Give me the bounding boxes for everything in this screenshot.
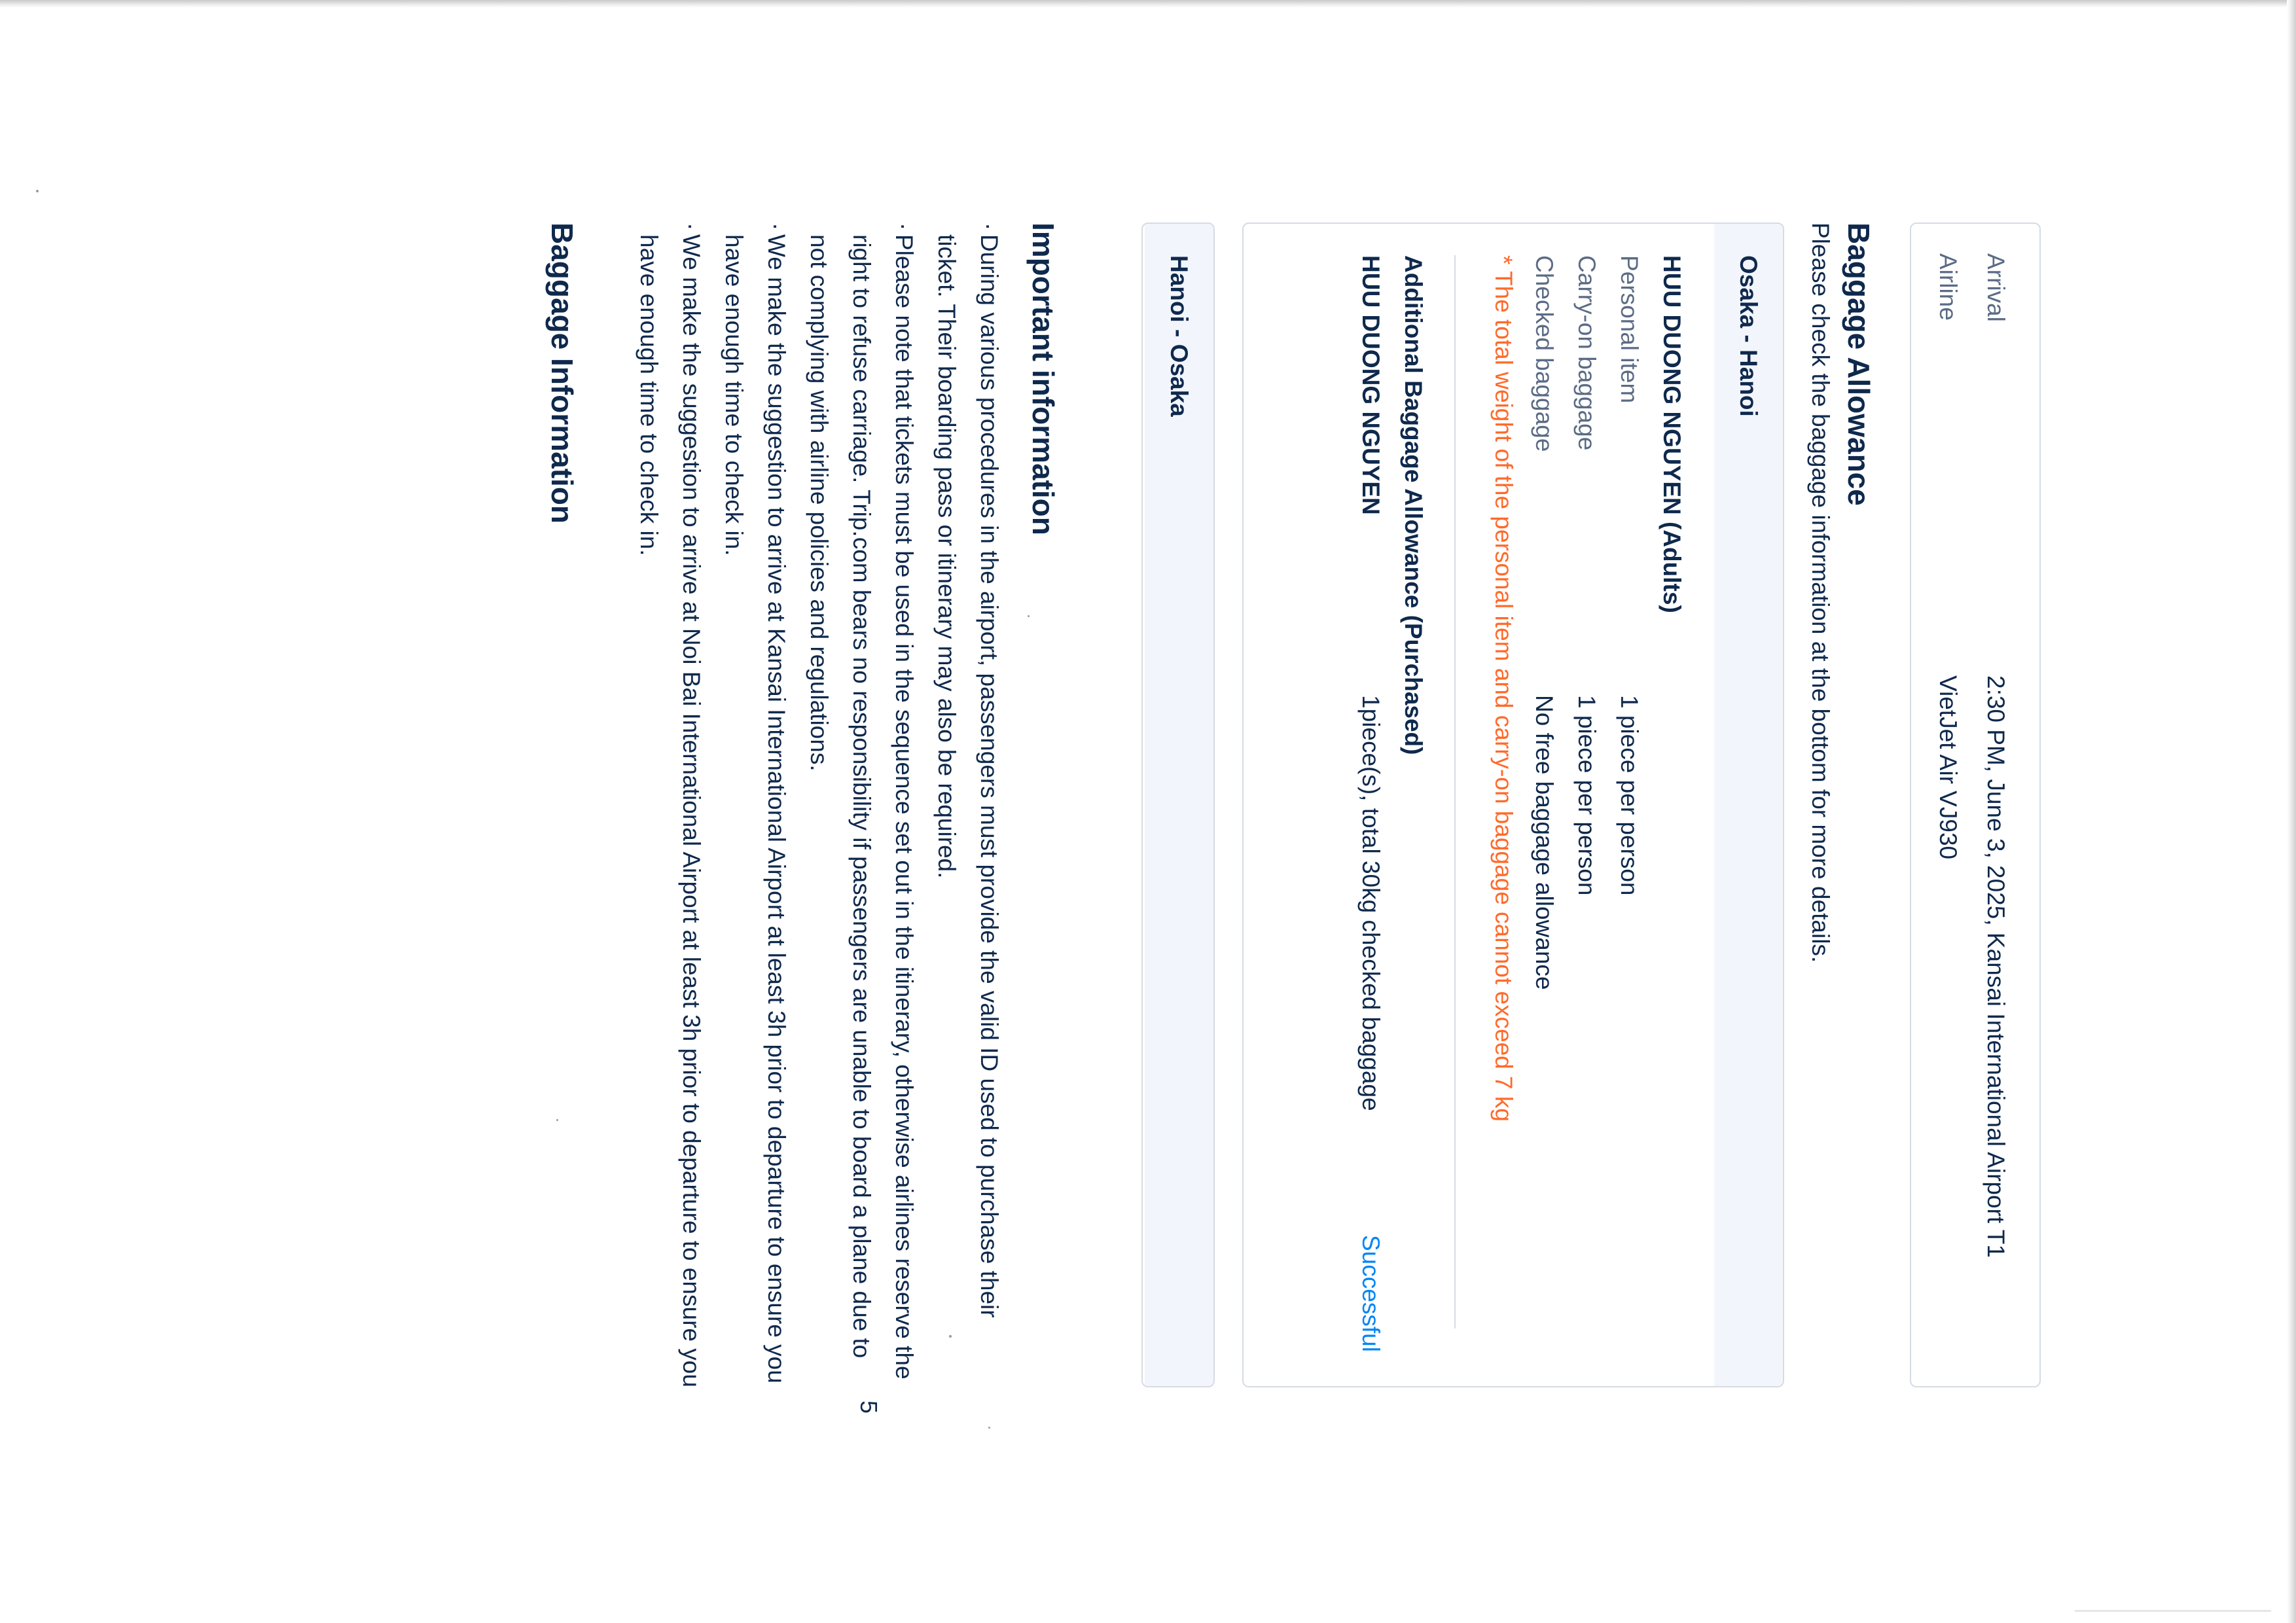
airline-label: Airline xyxy=(1935,253,1962,321)
page-number: 5 xyxy=(855,1400,882,1414)
airline-value: VietJet Air VJ930 xyxy=(1935,675,1962,860)
list-item: · We make the suggestion to arrive at Noi Bai International Airport at least 3h prior to departure to ensure you have enough time to check in. xyxy=(636,223,705,1387)
arrival-row xyxy=(1979,224,2012,1386)
arrival-value: 2:30 PM, June 3, 2025, Kansai International Airport T1 xyxy=(1982,675,2009,1258)
additional-baggage-value: 1piece(s), total 30kg checked baggage xyxy=(1357,695,1384,1111)
list-item: · We make the suggestion to arrive at Kansai International Airport at least 3h prior to departure to ensure you have enough time to check in. xyxy=(721,223,790,1383)
baggage-allowance-title: Baggage Allowance xyxy=(1842,223,1876,506)
checked-baggage-label: Checked baggage xyxy=(1531,255,1558,452)
route-header: Osaka - Hanoi xyxy=(1714,224,1783,1386)
airline-row xyxy=(1931,224,1964,1386)
carry-on-row xyxy=(1570,255,1603,1361)
weight-warning: * The total weight of the personal item and carry-on baggage cannot exceed 7 kg xyxy=(1490,255,1517,1122)
baggage-information-section xyxy=(543,223,582,1387)
additional-passenger-name: HUU DUONG NGUYEN xyxy=(1357,255,1384,515)
route-card-hanoi-osaka[interactable] xyxy=(1141,223,1215,1387)
page-content xyxy=(543,223,2041,1387)
important-information-section xyxy=(628,223,1063,1387)
route-card-osaka-hanoi xyxy=(1242,223,1784,1387)
passenger-name: HUU DUONG NGUYEN (Adults) xyxy=(1659,255,1685,613)
divider xyxy=(1454,255,1456,1329)
purchase-status: Successful xyxy=(1357,1235,1384,1352)
list-item: · Please note that tickets must be used in the sequence set out in the itinerary, otherwise airlines reserve the right to refuse carriage. Trip.com bears no responsibility if passengers are unable to board a plane due to not complying with airline policies and regulations. xyxy=(806,223,918,1380)
route-header: Hanoi - Osaka xyxy=(1145,224,1213,1386)
personal-item-row xyxy=(1613,255,1645,1361)
personal-item-label: Personal item xyxy=(1616,255,1643,404)
checked-baggage-row xyxy=(1528,255,1560,1361)
baggage-allowance-section xyxy=(1804,223,1878,1387)
personal-item-value: 1 piece per person xyxy=(1616,695,1643,896)
carry-on-value: 1 piece per person xyxy=(1573,695,1600,896)
additional-baggage-row xyxy=(1354,255,1387,1361)
arrival-label: Arrival xyxy=(1982,253,2009,322)
important-information-list xyxy=(628,223,1011,1387)
carry-on-label: Carry-on baggage xyxy=(1573,255,1600,451)
important-information-title: Important information xyxy=(1026,223,1060,535)
list-item: · During various procedures in the airport, passengers must provide the valid ID used to purchase their ticket. Their boarding pass or itinerary may also be required. xyxy=(933,223,1003,1318)
baggage-information-title: Baggage Information xyxy=(545,223,579,524)
baggage-allowance-subtitle: Please check the baggage information at the bottom for more details. xyxy=(1807,223,1834,963)
flight-info-card xyxy=(1910,223,2041,1387)
checked-baggage-value: No free baggage allowance xyxy=(1531,695,1558,990)
additional-baggage-title: Additional Baggage Allowance (Purchased) xyxy=(1400,255,1427,755)
